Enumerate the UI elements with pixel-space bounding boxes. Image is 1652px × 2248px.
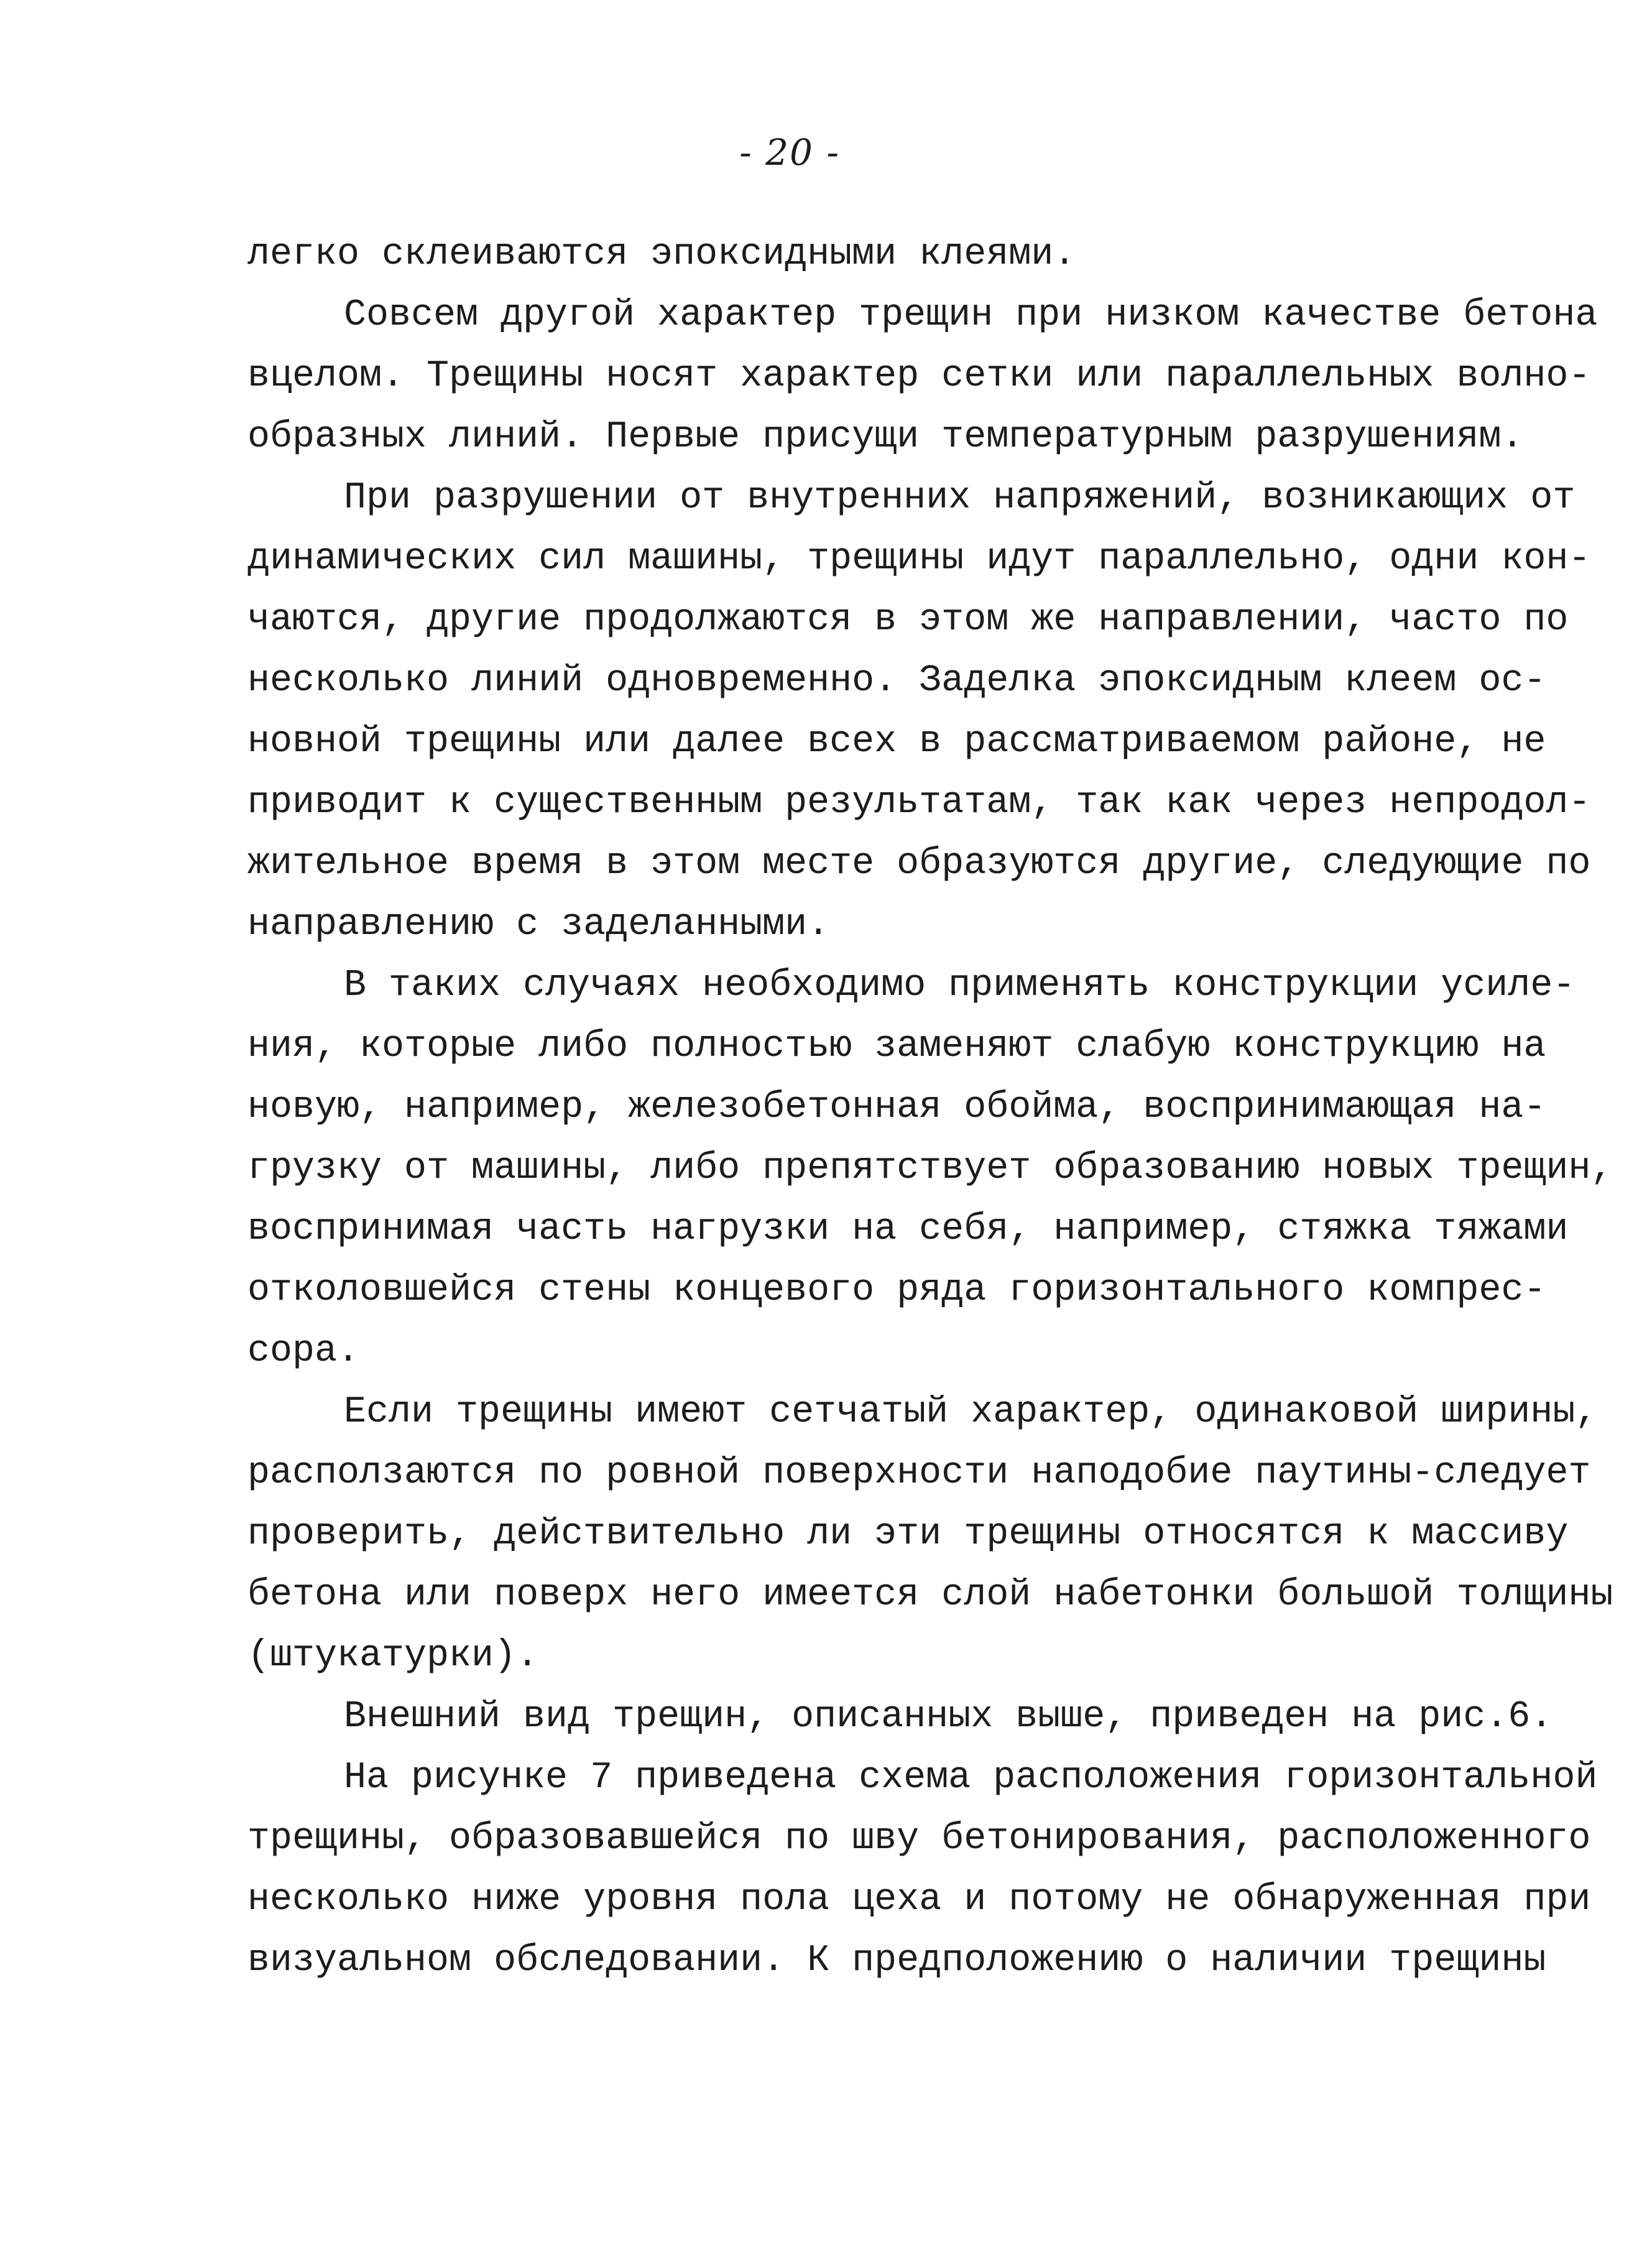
text-line: направлению с заделанными.	[247, 904, 830, 946]
text-line: грузку от машины, либо препятствует образованию новых трещин,	[247, 1147, 1613, 1190]
text-line: чаются, другие продолжаются в этом же направлении, часто по	[247, 599, 1569, 641]
text-line: приводит к существенным результатам, так как через непродол-	[247, 782, 1591, 824]
text-line: ния, которые либо полностью заменяют слабую конструкцию на	[247, 1025, 1546, 1068]
text-line: несколько ниже уровня пола цеха и потому не обнаруженная при	[247, 1879, 1591, 1921]
text-line: При разрушении от внутренних напряжений, возникающих от	[344, 477, 1576, 519]
text-line: жительное время в этом месте образуются другие, следующие по	[247, 843, 1591, 885]
text-line: Совсем другой характер трещин при низком качестве бетона	[344, 294, 1598, 336]
text-line: легко склеиваются эпоксидными клеями.	[247, 233, 1076, 275]
text-line: бетона или поверх него имеется слой набетонки большой толщины	[247, 1574, 1613, 1616]
text-line: несколько линий одновременно. Заделка эпоксидным клеем ос-	[247, 660, 1546, 702]
text-line: (штукатурки).	[247, 1635, 539, 1677]
text-line: новной трещины или далее всех в рассматриваемом районе, не	[247, 721, 1546, 763]
text-line: сора.	[247, 1330, 360, 1372]
text-line: На рисунке 7 приведена схема расположения горизонтальной	[344, 1757, 1598, 1799]
page-number: - 20 -	[739, 131, 840, 173]
text-line: трещины, образовавшейся по шву бетонирования, расположенного	[247, 1818, 1591, 1860]
text-line: образных линий. Первые присущи температурным разрушениям.	[247, 416, 1524, 458]
text-line: вцелом. Трещины носят характер сетки или параллельных волно-	[247, 355, 1591, 397]
text-line: визуальном обследовании. К предположению о наличии трещины	[247, 1940, 1546, 1982]
text-line: Внешний вид трещин, описанных выше, приведен на рис.6.	[344, 1696, 1553, 1738]
text-line: В таких случаях необходимо применять конструкции усиле-	[344, 964, 1576, 1007]
text-line: Если трещины имеют сетчатый характер, одинаковой ширины,	[344, 1391, 1598, 1433]
text-line: отколовшейся стены концевого ряда горизонтального компрес-	[247, 1269, 1546, 1311]
text-line: проверить, действительно ли эти трещины относятся к массиву	[247, 1513, 1569, 1555]
body-text	[247, 224, 1613, 1991]
text-line: расползаются по ровной поверхности наподобие паутины-следует	[247, 1452, 1591, 1494]
text-line: динамических сил машины, трещины идут параллельно, одни кон-	[247, 538, 1591, 580]
text-line: воспринимая часть нагрузки на себя, например, стяжка тяжами	[247, 1208, 1569, 1251]
text-line: новую, например, железобетонная обойма, воспринимающая на-	[247, 1086, 1546, 1129]
